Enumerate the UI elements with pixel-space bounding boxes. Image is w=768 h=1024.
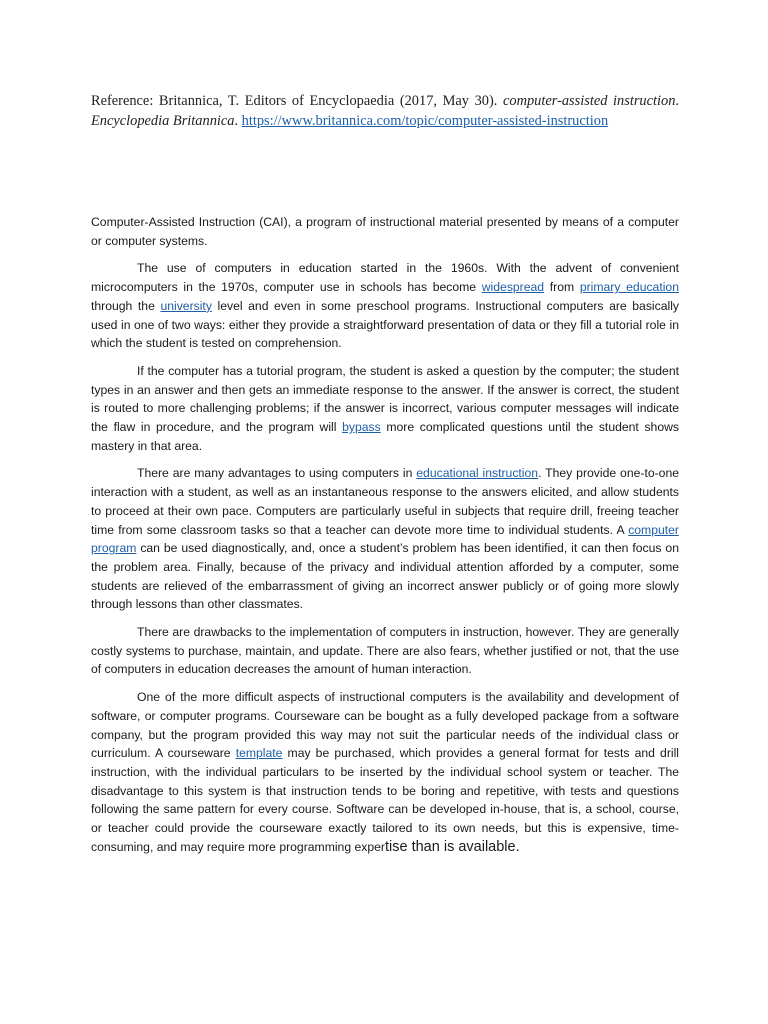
link-template[interactable]: template [235, 746, 283, 761]
paragraph-text: from [544, 280, 580, 295]
link-primary-education[interactable]: primary education [579, 280, 679, 295]
link-educational-instruction[interactable]: educational instruction [416, 466, 539, 481]
paragraph-drawbacks: There are drawbacks to the implementation of computers in instruction, however. They are generally costly systems to purchase, maintain, and update. There are also fears, whether justified or not, that the use of computers in education decreases the amount of human interaction. [91, 625, 679, 677]
paragraph-text: One of the more difficult aspects of instructional computers is the availability and development of software, or computer programs. Courseware can be bought as a fully developed package from a software company, but the program provided this way may not suit the particular needs of the individual class or curriculum. A courseware [91, 690, 679, 761]
paragraph-history [91, 259, 679, 353]
paragraph-text: The use of computers in education started in the 1960s. With the advent of convenient microcomputers in the 1970s, computer use in schools has become [91, 261, 679, 295]
reference-citation: Reference: Britannica, T. Editors of Encyclopaedia (2017, May 30). computer-assisted instruction. Encyclopedia Britannica. https://www.britannica.com/topic/computer-assisted-instruction [91, 93, 680, 129]
paragraph-definition: Computer-Assisted Instruction (CAI), a program of instructional material presented by means of a computer or computer systems. [91, 215, 679, 248]
paragraph-text: level and even in some preschool programs. Instructional computers are basically used in one of two ways: either they provide a straightforward presentation of data or they fill a tutorial role in which the student is tested on comprehension. [91, 298, 679, 351]
link-university[interactable]: university [160, 298, 212, 313]
paragraph-advantages [91, 464, 679, 614]
paragraph-text: can be used diagnostically, and, once a student’s problem has been identified, it can then focus on the problem area. Finally, because of the privacy and individual attention afforded by a computer, some students are relieved of the embarrassment of giving an incorrect answer publicly or of going more slowly through lessons than other classmates. [91, 541, 679, 612]
paragraph-text: through the [91, 298, 161, 313]
paragraph-tail-text: tise than is available. [385, 838, 520, 855]
paragraph-text: There are many advantages to using computers in [137, 466, 417, 481]
link-widespread[interactable]: widespread [481, 280, 545, 295]
reference-prefix: Reference: Britannica, T. Editors of Encyclopaedia (2017, May 30). [91, 93, 503, 109]
paragraph-text: may be purchased, which provides a general format for tests and drill instruction, with the individual particulars to be inserted by the individual school system or teacher. The disadvantage to this system is that instruction tends to be boring and repetitive, with tests and questions following the same pattern for every course. Software can be developed in-house, that is, a school, course, or teacher could provide the courseware exactly tailored to its own needs, but this is expensive, time-consuming, and may require more programming exper [91, 746, 680, 854]
paragraph-text: If the computer has a tutorial program, the student is asked a question by the computer; the student types in an answer and then gets an immediate response to the answer. If the answer is correct, the student is routed to more challenging problems; if the answer is incorrect, various computer messages will indicate the flaw in procedure, and the program will [91, 363, 679, 435]
paragraph-text: more complicated questions until the student shows mastery in that area. [91, 420, 680, 453]
paragraph-tutorial [91, 362, 679, 456]
link-bypass[interactable]: bypass [342, 420, 381, 435]
link-computer-program[interactable]: computer program [91, 522, 679, 556]
reference-publication: Encyclopedia Britannica [91, 113, 235, 129]
paragraph-text: . They provide one-to-one interaction with a student, as well as an instantaneous response to the answers elicited, and allow students to proceed at their own pace. Computers are particularly useful in subjects that require drill, freeing teacher time from some classroom tasks so that a teacher can devote more time to individual students. A [91, 466, 680, 537]
article-body [91, 213, 679, 866]
paragraph-software [91, 688, 679, 856]
reference-article-title: computer-assisted instruction [503, 93, 676, 109]
reference-url-link[interactable]: https://www.britannica.com/topic/computer-assisted-instruction [241, 113, 609, 129]
